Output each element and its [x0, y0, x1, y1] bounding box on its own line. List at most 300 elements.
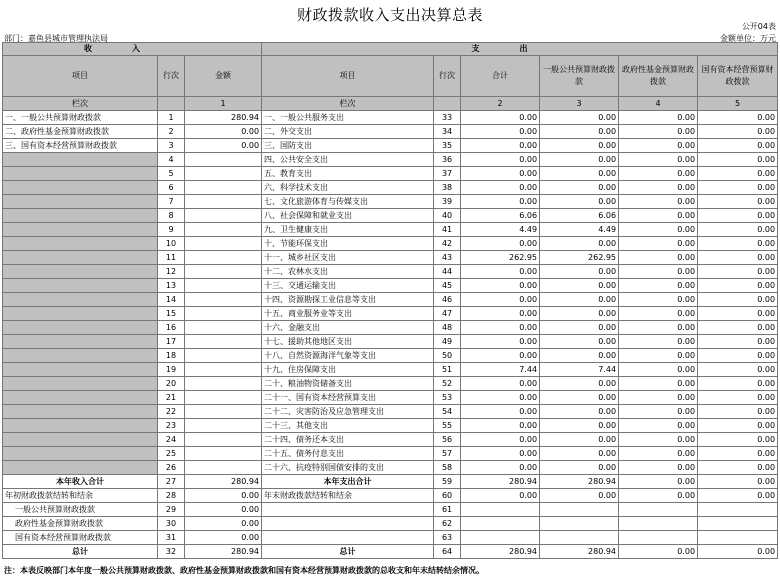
income-item: 年初财政拨款结转和结余: [3, 489, 158, 503]
expense-fund: 0.00: [619, 293, 698, 307]
income-row-no: 24: [158, 433, 185, 447]
expense-row-no: 47: [434, 307, 461, 321]
expense-total: 0.00: [461, 139, 540, 153]
income-row-no: 1: [158, 111, 185, 125]
expense-general: 0.00: [540, 153, 619, 167]
income-amount: 0.00: [185, 125, 262, 139]
table-row: [3, 391, 778, 405]
expense-fund: 0.00: [619, 489, 698, 503]
expense-fund: 0.00: [619, 125, 698, 139]
expense-state: 0.00: [698, 153, 778, 167]
expense-item: 十、节能环保支出: [262, 237, 434, 251]
expense-fund: 0.00: [619, 251, 698, 265]
index-2: 2: [461, 97, 540, 111]
expense-row-no: 61: [434, 503, 461, 517]
expense-fund: 0.00: [619, 307, 698, 321]
expense-state: 0.00: [698, 223, 778, 237]
expense-general: 6.06: [540, 209, 619, 223]
expense-general: 7.44: [540, 363, 619, 377]
expense-item: 二十六、抗疫特别国债安排的支出: [262, 461, 434, 475]
expense-row-no: 39: [434, 195, 461, 209]
expense-general: 0.00: [540, 377, 619, 391]
income-amount: 0.00: [185, 517, 262, 531]
expense-state: 0.00: [698, 111, 778, 125]
income-row-no: 6: [158, 181, 185, 195]
expense-item: 九、卫生健康支出: [262, 223, 434, 237]
expense-fund: 0.00: [619, 279, 698, 293]
expense-item: 二十二、灾害防治及应急管理支出: [262, 405, 434, 419]
expense-fund: 0.00: [619, 167, 698, 181]
expense-general: 0.00: [540, 335, 619, 349]
expense-state: 0.00: [698, 391, 778, 405]
expense-total: 280.94: [461, 475, 540, 489]
index-3: 3: [540, 97, 619, 111]
expense-state: 0.00: [698, 363, 778, 377]
expense-row-no: 55: [434, 419, 461, 433]
income-item: [3, 363, 158, 377]
table-row: [3, 293, 778, 307]
income-item: 政府性基金预算财政拨款: [3, 517, 158, 531]
expense-state: 0.00: [698, 293, 778, 307]
table-row: [3, 419, 778, 433]
income-amount: [185, 377, 262, 391]
expense-fund: 0.00: [619, 139, 698, 153]
income-item: 一、一般公共预算财政拨款: [3, 111, 158, 125]
expense-fund: 0.00: [619, 265, 698, 279]
expense-fund: 0.00: [619, 237, 698, 251]
expense-total: 0.00: [461, 321, 540, 335]
expense-general: 0.00: [540, 447, 619, 461]
expense-item: 一、一般公共服务支出: [262, 111, 434, 125]
income-group-header: 收入: [3, 43, 262, 56]
expense-general: 0.00: [540, 405, 619, 419]
income-item: [3, 279, 158, 293]
income-item: [3, 405, 158, 419]
expense-fund: 0.00: [619, 405, 698, 419]
expense-fund: 0.00: [619, 209, 698, 223]
income-row-no: 20: [158, 377, 185, 391]
table-row: [3, 209, 778, 223]
expense-state: 0.00: [698, 195, 778, 209]
expense-state: 0.00: [698, 139, 778, 153]
expense-item: 五、教育支出: [262, 167, 434, 181]
expense-row-no: 64: [434, 545, 461, 559]
income-item: 三、国有资本经营预算财政拨款: [3, 139, 158, 153]
income-item: [3, 321, 158, 335]
income-row-no: 14: [158, 293, 185, 307]
index-1: 1: [185, 97, 262, 111]
income-item: [3, 223, 158, 237]
income-amount: [185, 181, 262, 195]
expense-fund: 0.00: [619, 391, 698, 405]
expense-state: 0.00: [698, 405, 778, 419]
index-blank: [434, 97, 461, 111]
expense-state: 0.00: [698, 237, 778, 251]
expense-state: 0.00: [698, 461, 778, 475]
income-row-no: 8: [158, 209, 185, 223]
expense-fund: 0.00: [619, 363, 698, 377]
expense-general: 0.00: [540, 237, 619, 251]
col-general-budget: 一般公共预算财政拨款: [540, 56, 619, 97]
income-row-no: 21: [158, 391, 185, 405]
expense-item: [262, 503, 434, 517]
expense-item: 十四、资源勘探工业信息等支出: [262, 293, 434, 307]
expense-total: 0.00: [461, 489, 540, 503]
expense-total: 0.00: [461, 307, 540, 321]
income-amount: [185, 419, 262, 433]
income-amount: [185, 447, 262, 461]
expense-item: 十六、金融支出: [262, 321, 434, 335]
income-row-no: 32: [158, 545, 185, 559]
expense-state: 0.00: [698, 433, 778, 447]
expense-state: 0.00: [698, 125, 778, 139]
expense-row-no: 56: [434, 433, 461, 447]
income-item: [3, 391, 158, 405]
income-row-no: 16: [158, 321, 185, 335]
income-amount: [185, 307, 262, 321]
expense-general: [540, 531, 619, 545]
expense-row-no: 60: [434, 489, 461, 503]
expense-general: 0.00: [540, 293, 619, 307]
income-item: [3, 307, 158, 321]
budget-table: [2, 42, 778, 559]
footnote: 注：本表反映部门本年度一般公共预算财政拨款、政府性基金预算财政拨款和国有资本经营预算财政拨款的总收支和年末结转结余情况。: [4, 566, 484, 575]
table-row: [3, 237, 778, 251]
unit-label: 金额单位：万元: [720, 34, 776, 43]
expense-row-no: 63: [434, 531, 461, 545]
income-item: 二、政府性基金预算财政拨款: [3, 125, 158, 139]
expense-item: 年末财政拨款结转和结余: [262, 489, 434, 503]
expense-fund: 0.00: [619, 433, 698, 447]
expense-row-no: 45: [434, 279, 461, 293]
expense-total: 0.00: [461, 125, 540, 139]
carry-row: [3, 489, 778, 503]
expense-fund: 0.00: [619, 335, 698, 349]
income-item: [3, 293, 158, 307]
expense-general: 0.00: [540, 265, 619, 279]
col-expense-row: 行次: [434, 56, 461, 97]
expense-fund: [619, 503, 698, 517]
table-row: [3, 223, 778, 237]
income-item: [3, 195, 158, 209]
col-state-capital: 国有资本经营预算财政拨款: [698, 56, 778, 97]
expense-general: [540, 503, 619, 517]
expense-total: 0.00: [461, 391, 540, 405]
expense-state: 0.00: [698, 265, 778, 279]
expense-total: 0.00: [461, 279, 540, 293]
col-total: 合计: [461, 56, 540, 97]
expense-general: 4.49: [540, 223, 619, 237]
form-number: 公开04表: [741, 22, 776, 31]
income-amount: [185, 209, 262, 223]
index-label: 栏次: [3, 97, 158, 111]
expense-fund: 0.00: [619, 461, 698, 475]
expense-state: 0.00: [698, 321, 778, 335]
expense-row-no: 33: [434, 111, 461, 125]
expense-row-no: 53: [434, 391, 461, 405]
expense-general: 0.00: [540, 433, 619, 447]
table-row: [3, 405, 778, 419]
table-row: [3, 125, 778, 139]
expense-state: 0.00: [698, 279, 778, 293]
col-income-amount: 金额: [185, 56, 262, 97]
income-amount: [185, 433, 262, 447]
expense-state: [698, 517, 778, 531]
expense-row-no: 51: [434, 363, 461, 377]
table-row: [3, 321, 778, 335]
expense-fund: 0.00: [619, 545, 698, 559]
expense-row-no: 44: [434, 265, 461, 279]
expense-row-no: 50: [434, 349, 461, 363]
expense-row-no: 43: [434, 251, 461, 265]
expense-state: 0.00: [698, 307, 778, 321]
expense-row-no: 52: [434, 377, 461, 391]
expense-row-no: 41: [434, 223, 461, 237]
report-title: 财政拨款收入支出决算总表: [296, 6, 483, 24]
income-row-no: 22: [158, 405, 185, 419]
income-row-no: 28: [158, 489, 185, 503]
expense-total: 0.00: [461, 349, 540, 363]
expense-item: 本年支出合计: [262, 475, 434, 489]
expense-state: 0.00: [698, 209, 778, 223]
table-row: [3, 377, 778, 391]
income-amount: [185, 293, 262, 307]
expense-item: 十二、农林水支出: [262, 265, 434, 279]
expense-state: 0.00: [698, 349, 778, 363]
expense-total: 7.44: [461, 363, 540, 377]
income-amount: [185, 265, 262, 279]
expense-fund: 0.00: [619, 447, 698, 461]
income-amount: 0.00: [185, 531, 262, 545]
expense-row-no: 42: [434, 237, 461, 251]
expense-item: 二十、粮油物资储备支出: [262, 377, 434, 391]
income-row-no: 27: [158, 475, 185, 489]
income-amount: [185, 223, 262, 237]
expense-state: 0.00: [698, 335, 778, 349]
income-amount: [185, 405, 262, 419]
col-income-row: 行次: [158, 56, 185, 97]
expense-row-no: 57: [434, 447, 461, 461]
expense-item: 十三、交通运输支出: [262, 279, 434, 293]
table-row: [3, 447, 778, 461]
expense-item: 七、文化旅游体育与传媒支出: [262, 195, 434, 209]
expense-row-no: 40: [434, 209, 461, 223]
expense-general: 0.00: [540, 139, 619, 153]
income-item: [3, 181, 158, 195]
income-amount: 0.00: [185, 139, 262, 153]
table-row: [3, 195, 778, 209]
income-amount: [185, 335, 262, 349]
income-row-no: 26: [158, 461, 185, 475]
income-item: [3, 209, 158, 223]
expense-item: 十一、城乡社区支出: [262, 251, 434, 265]
expense-general: 280.94: [540, 475, 619, 489]
expense-fund: 0.00: [619, 377, 698, 391]
expense-state: [698, 531, 778, 545]
table-row: [3, 279, 778, 293]
expense-total: 0.00: [461, 111, 540, 125]
expense-fund: 0.00: [619, 419, 698, 433]
table-row: [3, 349, 778, 363]
table-row: [3, 167, 778, 181]
expense-total: 0.00: [461, 377, 540, 391]
expense-fund: 0.00: [619, 111, 698, 125]
expense-general: 0.00: [540, 167, 619, 181]
income-item: [3, 447, 158, 461]
expense-item: 二十三、其他支出: [262, 419, 434, 433]
expense-row-no: 54: [434, 405, 461, 419]
expense-row-no: 38: [434, 181, 461, 195]
table-row: [3, 363, 778, 377]
expense-row-no: 48: [434, 321, 461, 335]
table-row: [3, 265, 778, 279]
expense-total: 0.00: [461, 447, 540, 461]
expense-item: 二十四、债务还本支出: [262, 433, 434, 447]
expense-fund: 0.00: [619, 195, 698, 209]
table-row: [3, 181, 778, 195]
income-item: [3, 335, 158, 349]
expense-row-no: 36: [434, 153, 461, 167]
income-row-no: 31: [158, 531, 185, 545]
expense-item: 三、国防支出: [262, 139, 434, 153]
expense-general: 262.95: [540, 251, 619, 265]
table-row: [3, 433, 778, 447]
expense-state: 0.00: [698, 475, 778, 489]
index-label: 栏次: [262, 97, 434, 111]
income-row-no: 25: [158, 447, 185, 461]
index-4: 4: [619, 97, 698, 111]
expense-total: [461, 503, 540, 517]
income-row-no: 2: [158, 125, 185, 139]
expense-total: 0.00: [461, 405, 540, 419]
table-row: [3, 153, 778, 167]
expense-general: 0.00: [540, 419, 619, 433]
income-item: [3, 251, 158, 265]
income-row-no: 7: [158, 195, 185, 209]
expense-fund: 0.00: [619, 321, 698, 335]
expense-total: 0.00: [461, 461, 540, 475]
department-label: 部门：嘉鱼县城市管理执法局: [4, 34, 108, 43]
expense-general: 0.00: [540, 195, 619, 209]
expense-total: 0.00: [461, 433, 540, 447]
expense-row-no: 46: [434, 293, 461, 307]
expense-item: [262, 517, 434, 531]
col-fund-budget: 政府性基金预算财政拨款: [619, 56, 698, 97]
expense-item: 总计: [262, 545, 434, 559]
income-item: [3, 265, 158, 279]
col-expense-item: 项目: [262, 56, 434, 97]
col-income-item: 项目: [3, 56, 158, 97]
income-amount: 280.94: [185, 111, 262, 125]
expense-group-header: 支出: [262, 43, 778, 56]
income-row-no: 30: [158, 517, 185, 531]
expense-fund: 0.00: [619, 181, 698, 195]
income-row-no: 19: [158, 363, 185, 377]
grand-total-row: [3, 545, 778, 559]
expense-total: 4.49: [461, 223, 540, 237]
expense-state: 0.00: [698, 447, 778, 461]
income-row-no: 5: [158, 167, 185, 181]
expense-fund: [619, 531, 698, 545]
expense-item: 二十五、债务付息支出: [262, 447, 434, 461]
expense-general: [540, 517, 619, 531]
table-row: [3, 251, 778, 265]
income-amount: [185, 167, 262, 181]
income-amount: [185, 237, 262, 251]
table-row: [3, 335, 778, 349]
expense-general: 0.00: [540, 279, 619, 293]
expense-state: 0.00: [698, 419, 778, 433]
expense-item: 八、社会保障和就业支出: [262, 209, 434, 223]
expense-fund: 0.00: [619, 349, 698, 363]
expense-general: 0.00: [540, 349, 619, 363]
expense-item: 十九、住房保障支出: [262, 363, 434, 377]
expense-total: 0.00: [461, 167, 540, 181]
expense-general: 0.00: [540, 489, 619, 503]
expense-row-no: 37: [434, 167, 461, 181]
income-amount: [185, 195, 262, 209]
expense-total: 0.00: [461, 419, 540, 433]
income-row-no: 12: [158, 265, 185, 279]
expense-state: 0.00: [698, 251, 778, 265]
expense-total: 0.00: [461, 335, 540, 349]
expense-row-no: 58: [434, 461, 461, 475]
income-row-no: 3: [158, 139, 185, 153]
expense-total: 0.00: [461, 153, 540, 167]
expense-total: 262.95: [461, 251, 540, 265]
expense-total: 0.00: [461, 265, 540, 279]
expense-fund: 0.00: [619, 223, 698, 237]
expense-row-no: 34: [434, 125, 461, 139]
expense-item: 十五、商业服务业等支出: [262, 307, 434, 321]
income-item: [3, 433, 158, 447]
expense-state: 0.00: [698, 167, 778, 181]
income-amount: 0.00: [185, 489, 262, 503]
income-amount: [185, 321, 262, 335]
income-row-no: 11: [158, 251, 185, 265]
expense-state: 0.00: [698, 377, 778, 391]
index-blank: [158, 97, 185, 111]
expense-row-no: 35: [434, 139, 461, 153]
carry-row: [3, 517, 778, 531]
year-total-row: [3, 475, 778, 489]
income-row-no: 15: [158, 307, 185, 321]
income-amount: [185, 461, 262, 475]
income-amount: 280.94: [185, 475, 262, 489]
expense-total: 0.00: [461, 195, 540, 209]
income-row-no: 4: [158, 153, 185, 167]
income-item: 国有资本经营预算财政拨款: [3, 531, 158, 545]
income-row-no: 18: [158, 349, 185, 363]
income-amount: [185, 251, 262, 265]
expense-item: [262, 531, 434, 545]
income-item: [3, 237, 158, 251]
expense-item: 二、外交支出: [262, 125, 434, 139]
income-amount: [185, 279, 262, 293]
income-row-no: 13: [158, 279, 185, 293]
income-amount: [185, 153, 262, 167]
income-amount: [185, 363, 262, 377]
expense-state: 0.00: [698, 181, 778, 195]
expense-state: 0.00: [698, 489, 778, 503]
income-item: 总计: [3, 545, 158, 559]
index-5: 5: [698, 97, 778, 111]
expense-general: 280.94: [540, 545, 619, 559]
expense-fund: 0.00: [619, 475, 698, 489]
expense-total: [461, 517, 540, 531]
expense-total: 0.00: [461, 237, 540, 251]
income-item: 一般公共预算财政拨款: [3, 503, 158, 517]
